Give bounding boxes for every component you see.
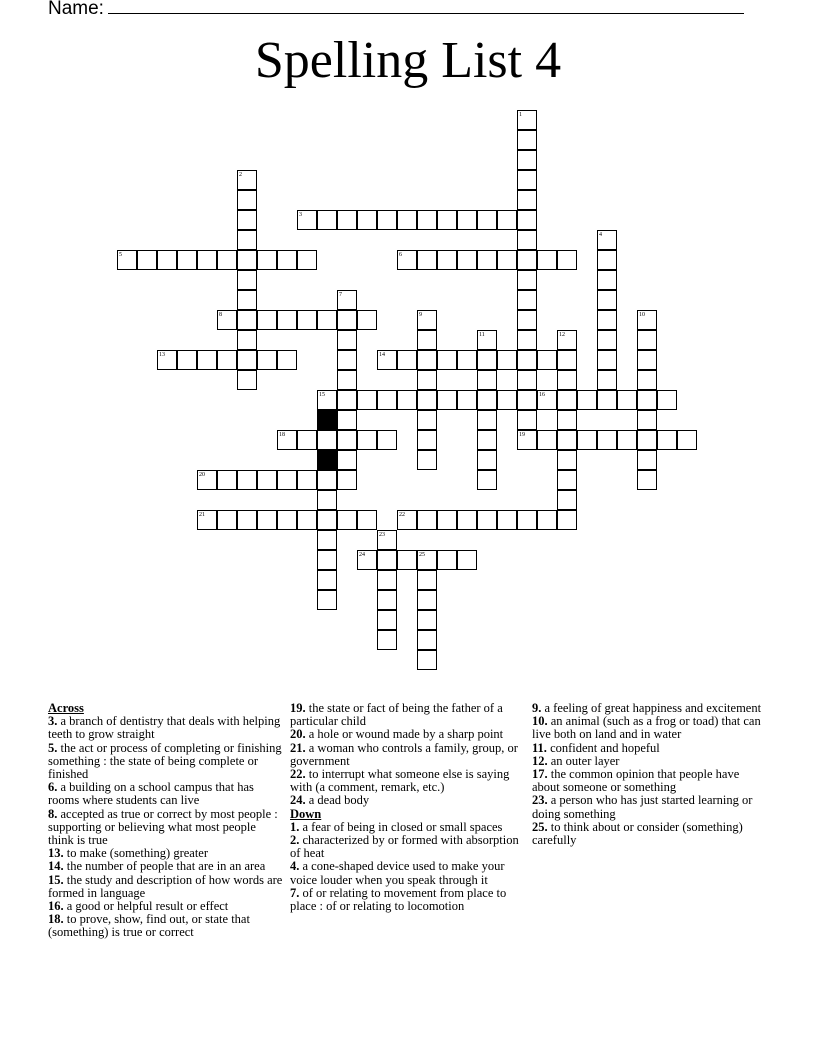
clue-number: 12. <box>532 753 548 768</box>
clue-number-label: 8 <box>219 312 222 318</box>
clue-number: 15. <box>48 872 64 887</box>
across-clue <box>290 794 526 807</box>
crossword-cell[interactable] <box>237 250 257 270</box>
crossword-cell[interactable] <box>457 210 477 230</box>
crossword-cell[interactable] <box>517 370 537 390</box>
across-clue <box>290 768 526 794</box>
clue-text: to interrupt what someone else is saying with (a comment, remark, etc.) <box>290 767 510 795</box>
clue-number: 16. <box>48 899 64 914</box>
crossword-cell[interactable] <box>497 390 517 410</box>
clue-number: 10. <box>532 714 548 729</box>
crossword-cell[interactable] <box>337 370 357 390</box>
down-clue <box>532 821 768 847</box>
crossword-cell[interactable] <box>257 470 277 490</box>
crossword-cell[interactable] <box>477 510 497 530</box>
clue-number: 24. <box>290 793 306 808</box>
crossword-cell[interactable] <box>337 510 357 530</box>
clue-text: a dead body <box>308 793 370 808</box>
crossword-cell[interactable] <box>577 430 597 450</box>
crossword-cell[interactable] <box>517 190 537 210</box>
crossword-cell[interactable] <box>457 350 477 370</box>
crossword-cell[interactable] <box>217 510 237 530</box>
clue-number: 11. <box>532 740 547 755</box>
crossword-cell[interactable] <box>577 390 597 410</box>
across-clue <box>48 808 284 848</box>
crossword-cell[interactable] <box>397 550 417 570</box>
clue-number: 14. <box>48 859 64 874</box>
crossword-cell[interactable] <box>557 490 577 510</box>
crossword-cell[interactable] <box>357 430 377 450</box>
crossword-cell[interactable] <box>617 430 637 450</box>
crossword-cell[interactable] <box>517 310 537 330</box>
crossword-cell[interactable] <box>657 430 677 450</box>
crossword-cell[interactable] <box>557 350 577 370</box>
crossword-cell[interactable] <box>337 470 357 490</box>
crossword-cell[interactable] <box>377 550 397 570</box>
crossword-cell[interactable] <box>557 470 577 490</box>
crossword-cell[interactable] <box>497 210 517 230</box>
clue-number-label: 25 <box>419 552 425 558</box>
clue-text: to think about or consider (something) carefully <box>532 819 743 848</box>
crossword-cell[interactable] <box>237 470 257 490</box>
crossword-cell[interactable] <box>677 430 697 450</box>
clue-text: accepted as true or correct by most people : supporting or believing what most people think is true <box>48 806 278 848</box>
crossword-cell[interactable] <box>417 610 437 630</box>
clue-text: the number of people that are in an area <box>66 859 266 874</box>
clue-text: a woman who controls a family, group, or government <box>290 740 518 768</box>
crossword-cell[interactable] <box>617 390 637 410</box>
crossword-cell[interactable] <box>417 390 437 410</box>
clue-number-label: 22 <box>399 512 405 518</box>
crossword-cell[interactable] <box>557 430 577 450</box>
clue-number: 19. <box>290 701 306 715</box>
crossword-cell[interactable] <box>317 510 337 530</box>
down-header: Down <box>290 806 322 821</box>
crossword-cell[interactable] <box>417 450 437 470</box>
clue-text: the state or fact of being the father of a particular child <box>290 701 503 729</box>
crossword-cell[interactable] <box>357 510 377 530</box>
crossword-cell[interactable] <box>337 350 357 370</box>
crossword-cell[interactable] <box>237 190 257 210</box>
down-clue <box>290 860 526 886</box>
crossword-cell[interactable] <box>317 430 337 450</box>
clue-number: 13. <box>48 846 64 861</box>
crossword-cell[interactable] <box>477 470 497 490</box>
crossword-cell[interactable] <box>377 570 397 590</box>
crossword-cell[interactable] <box>637 370 657 390</box>
crossword-cell[interactable] <box>257 510 277 530</box>
crossword-cell[interactable] <box>417 430 437 450</box>
down-clue <box>290 834 526 860</box>
crossword-cell[interactable] <box>557 390 577 410</box>
crossword-cell[interactable] <box>237 210 257 230</box>
clue-number-label: 16 <box>539 392 545 398</box>
crossword-cell[interactable] <box>637 450 657 470</box>
crossword-cell[interactable] <box>637 430 657 450</box>
across-clue <box>48 781 284 807</box>
crossword-cell[interactable] <box>237 270 257 290</box>
clue-number-label: 5 <box>119 252 122 258</box>
clue-number-label: 11 <box>479 332 485 338</box>
crossword-cell[interactable] <box>437 550 457 570</box>
crossword-cell[interactable] <box>357 390 377 410</box>
crossword-cell[interactable] <box>477 410 497 430</box>
clues-column-3 <box>532 702 768 847</box>
clue-number: 6. <box>48 780 58 795</box>
crossword-cell[interactable] <box>457 390 477 410</box>
crossword-cell[interactable] <box>317 310 337 330</box>
crossword-cell[interactable] <box>657 390 677 410</box>
clue-text: to prove, show, find out, or state that (something) is true or correct <box>48 912 250 940</box>
crossword-cell[interactable] <box>237 370 257 390</box>
clue-number: 20. <box>290 727 306 742</box>
clue-number-label: 15 <box>319 392 325 398</box>
clue-text: the act or process of completing or finishing something : the state of being complete or finished <box>48 740 282 782</box>
crossword-cell[interactable] <box>477 350 497 370</box>
crossword-cell[interactable] <box>597 330 617 350</box>
crossword-cell[interactable] <box>257 250 277 270</box>
crossword-cell[interactable] <box>597 290 617 310</box>
crossword-cell[interactable] <box>337 410 357 430</box>
clue-number: 25. <box>532 819 548 834</box>
clue-text: a building on a school campus that has rooms where students can live <box>48 780 254 808</box>
crossword-cell[interactable] <box>437 350 457 370</box>
crossword-cell[interactable] <box>517 210 537 230</box>
crossword-cell[interactable] <box>417 650 437 670</box>
crossword-cell[interactable] <box>377 390 397 410</box>
clue-text: of or relating to movement from place to place : of or relating to locomotion <box>290 885 507 914</box>
crossword-cell[interactable] <box>317 210 337 230</box>
crossword-cell[interactable] <box>337 390 357 410</box>
crossword-cell[interactable] <box>317 550 337 570</box>
across-clue <box>290 702 526 728</box>
crossword-cell[interactable] <box>297 250 317 270</box>
crossword-cell[interactable] <box>417 250 437 270</box>
clue-text: a good or helpful result or effect <box>66 899 229 914</box>
across-clue <box>48 715 284 741</box>
crossword-cell[interactable] <box>377 590 397 610</box>
across-clue <box>48 742 284 782</box>
crossword-cell[interactable] <box>277 310 297 330</box>
clue-number-label: 4 <box>599 232 602 238</box>
crossword-cell[interactable] <box>457 550 477 570</box>
crossword-black-cell <box>317 450 337 470</box>
crossword-cell[interactable] <box>257 310 277 330</box>
crossword-cell[interactable] <box>557 450 577 470</box>
crossword-cell[interactable] <box>417 630 437 650</box>
clue-number-label: 12 <box>559 332 565 338</box>
clue-number: 3. <box>48 714 58 729</box>
crossword-cell[interactable] <box>637 470 657 490</box>
crossword-cell[interactable] <box>217 250 237 270</box>
crossword-cell[interactable] <box>477 250 497 270</box>
crossword-cell[interactable] <box>237 350 257 370</box>
clue-text: a cone-shaped device used to make your voice louder when you speak through it <box>290 859 505 887</box>
crossword-cell[interactable] <box>337 330 357 350</box>
crossword-cell[interactable] <box>357 210 377 230</box>
down-clue <box>532 715 768 741</box>
clue-text: a branch of dentistry that deals with helping teeth to grow straight <box>48 714 281 742</box>
crossword-cell[interactable] <box>457 250 477 270</box>
clue-number-label: 6 <box>399 252 402 258</box>
clue-number: 8. <box>48 806 58 821</box>
clue-number: 21. <box>290 740 306 755</box>
clue-text: a person who has just started learning or doing something <box>532 793 753 821</box>
crossword-cell[interactable] <box>437 390 457 410</box>
crossword-cell[interactable] <box>337 450 357 470</box>
clue-number-label: 14 <box>379 352 385 358</box>
page-title: Spelling List 4 <box>254 32 562 89</box>
crossword-cell[interactable] <box>597 370 617 390</box>
clue-number-label: 10 <box>639 312 645 318</box>
crossword-cell[interactable] <box>437 210 457 230</box>
crossword-cell[interactable] <box>297 430 317 450</box>
crossword-cell[interactable] <box>377 210 397 230</box>
crossword-cell[interactable] <box>517 130 537 150</box>
name-label: Name: <box>48 0 104 19</box>
crossword-cell[interactable] <box>557 510 577 530</box>
clue-text: a fear of being in closed or small spaces <box>302 819 503 834</box>
clue-text: an animal (such as a frog or toad) that can live both on land and in water <box>532 714 761 742</box>
crossword-cell[interactable] <box>217 470 237 490</box>
clue-text: a hole or wound made by a sharp point <box>308 727 504 742</box>
crossword-cell[interactable] <box>517 390 537 410</box>
crossword-cell[interactable] <box>237 510 257 530</box>
clues-column-1 <box>48 702 284 940</box>
crossword-cell[interactable] <box>517 350 537 370</box>
crossword-cell[interactable] <box>497 250 517 270</box>
clue-number-label: 18 <box>279 432 285 438</box>
crossword-cell[interactable] <box>417 590 437 610</box>
clue-number: 17. <box>532 767 548 782</box>
crossword-cell[interactable] <box>477 450 497 470</box>
crossword-cell[interactable] <box>597 310 617 330</box>
clue-number: 23. <box>532 793 548 808</box>
crossword-cell[interactable] <box>297 310 317 330</box>
crossword-cell[interactable] <box>177 250 197 270</box>
crossword-cell[interactable] <box>337 310 357 330</box>
crossword-cell[interactable] <box>237 290 257 310</box>
across-header: Across <box>48 701 84 715</box>
clue-number: 5. <box>48 740 58 755</box>
crossword-cell[interactable] <box>417 510 437 530</box>
crossword-cell[interactable] <box>397 390 417 410</box>
crossword-cell[interactable] <box>597 250 617 270</box>
crossword-cell[interactable] <box>517 290 537 310</box>
crossword-cell[interactable] <box>537 510 557 530</box>
crossword-cell[interactable] <box>377 430 397 450</box>
crossword-cell[interactable] <box>397 350 417 370</box>
crossword-cell[interactable] <box>517 150 537 170</box>
crossword-cell[interactable] <box>517 410 537 430</box>
clue-number-label: 9 <box>419 312 422 318</box>
clue-text: the common opinion that people have about someone or something <box>532 767 740 795</box>
crossword-cell[interactable] <box>257 350 277 370</box>
crossword-cell[interactable] <box>337 210 357 230</box>
crossword-cell[interactable] <box>197 250 217 270</box>
crossword-cell[interactable] <box>637 350 657 370</box>
crossword-cell[interactable] <box>397 210 417 230</box>
crossword-cell[interactable] <box>237 310 257 330</box>
clue-number: 7. <box>290 885 300 900</box>
crossword-cell[interactable] <box>557 410 577 430</box>
clue-text: the study and description of how words are formed in language <box>48 872 283 900</box>
crossword-cell[interactable] <box>517 230 537 250</box>
crossword-cell[interactable] <box>557 370 577 390</box>
crossword-cell[interactable] <box>437 250 457 270</box>
crossword-cell[interactable] <box>597 350 617 370</box>
clues-column-2 <box>290 702 526 913</box>
crossword-cell[interactable] <box>317 570 337 590</box>
clue-number: 4. <box>290 859 300 874</box>
crossword-cell[interactable] <box>277 250 297 270</box>
crossword-cell[interactable] <box>317 470 337 490</box>
clue-text: a feeling of great happiness and excitement <box>544 701 762 715</box>
clue-number: 9. <box>532 701 542 715</box>
crossword-cell[interactable] <box>497 510 517 530</box>
across-clue <box>48 913 284 939</box>
crossword-cell[interactable] <box>277 510 297 530</box>
clue-number: 18. <box>48 912 64 927</box>
clue-number-label: 19 <box>519 432 525 438</box>
crossword-cell[interactable] <box>277 350 297 370</box>
clue-text: confident and hopeful <box>550 740 660 755</box>
across-clue <box>48 874 284 900</box>
crossword-cell[interactable] <box>237 230 257 250</box>
crossword-cell[interactable] <box>157 250 177 270</box>
crossword-cell[interactable] <box>417 210 437 230</box>
crossword-cell[interactable] <box>297 510 317 530</box>
crossword-cell[interactable] <box>357 310 377 330</box>
clue-text: to make (something) greater <box>66 846 209 861</box>
clue-number-label: 1 <box>519 112 522 118</box>
crossword-cell[interactable] <box>277 470 297 490</box>
crossword-cell[interactable] <box>377 610 397 630</box>
crossword-cell[interactable] <box>477 390 497 410</box>
crossword-cell[interactable] <box>537 430 557 450</box>
clue-number-label: 7 <box>339 292 342 298</box>
clue-number-label: 20 <box>199 472 205 478</box>
clue-number: 1. <box>290 819 300 834</box>
crossword-cell[interactable] <box>317 530 337 550</box>
crossword-cell[interactable] <box>597 270 617 290</box>
down-clue <box>290 887 526 913</box>
crossword-cell[interactable] <box>637 390 657 410</box>
crossword-cell[interactable] <box>557 250 577 270</box>
crossword-cell[interactable] <box>477 370 497 390</box>
crossword-cell[interactable] <box>477 210 497 230</box>
crossword-cell[interactable] <box>517 250 537 270</box>
down-clue <box>532 794 768 820</box>
clue-number-label: 21 <box>199 512 205 518</box>
crossword-cell[interactable] <box>417 330 437 350</box>
crossword-cell[interactable] <box>477 430 497 450</box>
crossword-cell[interactable] <box>597 430 617 450</box>
crossword-cell[interactable] <box>237 330 257 350</box>
clue-number-label: 17 <box>319 412 325 418</box>
crossword-cell[interactable] <box>497 350 517 370</box>
crossword-cell[interactable] <box>517 330 537 350</box>
crossword-cell[interactable] <box>537 350 557 370</box>
crossword-cell[interactable] <box>417 350 437 370</box>
clue-number-label: 13 <box>159 352 165 358</box>
crossword-cell[interactable] <box>597 390 617 410</box>
clue-number-label: 2 <box>239 172 242 178</box>
crossword-cell[interactable] <box>517 510 537 530</box>
crossword-cell[interactable] <box>217 350 237 370</box>
clue-number-label: 23 <box>379 532 385 538</box>
clue-number-label: 24 <box>359 552 365 558</box>
crossword-cell[interactable] <box>377 630 397 650</box>
crossword-cell[interactable] <box>297 470 317 490</box>
crossword-cell[interactable] <box>337 430 357 450</box>
crossword-cell[interactable] <box>137 250 157 270</box>
clue-number: 2. <box>290 833 300 848</box>
clue-text: an outer layer <box>550 753 620 768</box>
clue-number: 22. <box>290 767 306 782</box>
crossword-cell[interactable] <box>517 170 537 190</box>
clue-text: characterized by or formed with absorption of heat <box>290 833 519 861</box>
crossword-cell[interactable] <box>317 490 337 510</box>
clue-number-label: 3 <box>299 212 302 218</box>
down-clue <box>532 768 768 794</box>
crossword-cell[interactable] <box>317 590 337 610</box>
crossword-cell[interactable] <box>437 510 457 530</box>
crossword-cell[interactable] <box>177 350 197 370</box>
crossword-cell[interactable] <box>517 270 537 290</box>
across-clue <box>290 742 526 768</box>
crossword-cell[interactable] <box>417 570 437 590</box>
crossword-cell[interactable] <box>417 370 437 390</box>
crossword-cell[interactable] <box>417 410 437 430</box>
crossword-cell[interactable] <box>537 250 557 270</box>
crossword-cell[interactable] <box>637 330 657 350</box>
crossword-cell[interactable] <box>197 350 217 370</box>
crossword-cell[interactable] <box>457 510 477 530</box>
crossword-cell[interactable] <box>637 410 657 430</box>
